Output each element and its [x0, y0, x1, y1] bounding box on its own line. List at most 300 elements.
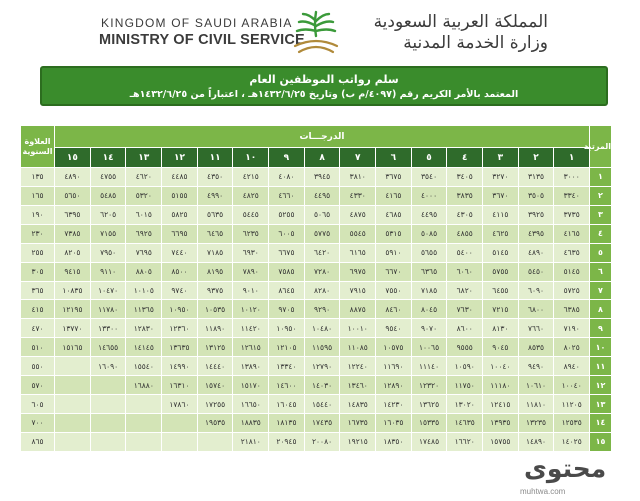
- salary-cell: ٩٤١٥: [55, 262, 91, 281]
- salary-cell: ٣٣٤٠: [554, 186, 590, 205]
- salary-cell: [126, 413, 162, 432]
- salary-cell: ٥٤٠٠: [447, 243, 483, 262]
- salary-cell: ١٤٦٠٠: [269, 376, 305, 395]
- rank-cell: ١٥: [590, 432, 612, 451]
- watermark-text: محتوى: [524, 454, 607, 483]
- salary-cell: ٤٦٢٥: [483, 224, 519, 243]
- salary-cell: ٦٩٢٥: [126, 224, 162, 243]
- salary-cell: ٤٤٩٥: [411, 205, 447, 224]
- salary-cell: ١٠٩٥٠: [269, 319, 305, 338]
- rank-cell: ٤: [590, 224, 612, 243]
- salary-cell: ٧٦٦٠: [518, 319, 554, 338]
- salary-table-body: [21, 168, 612, 452]
- salary-cell: ٩٢٩٠: [304, 300, 340, 319]
- table-row: [21, 224, 612, 243]
- salary-cell: ١٨٣٥٠: [376, 432, 412, 451]
- salary-cell: ١٠٤٨٠: [304, 319, 340, 338]
- salary-cell: ١٢٨٩٠: [376, 376, 412, 395]
- salary-cell: ٦٤٢٠: [304, 243, 340, 262]
- salary-cell: ٦٣٦٥: [411, 262, 447, 281]
- salary-cell: ٣٩٢٥: [518, 205, 554, 224]
- salary-cell: ٤٨٩٠: [518, 243, 554, 262]
- rank-cell: ٣: [590, 205, 612, 224]
- salary-cell: ١١٢٠٥: [554, 395, 590, 414]
- salary-cell: ٢١٨١٠: [233, 432, 269, 451]
- salary-cell: ٦٨٢٠: [447, 281, 483, 300]
- grade-header-cell: ٦: [376, 148, 412, 168]
- salary-cell: ٧١٨٥: [411, 281, 447, 300]
- salary-cell: ٥٤٨٥: [90, 186, 126, 205]
- salary-cell: ٦٣٨٥: [554, 300, 590, 319]
- salary-cell: ١٠٥٣٥: [197, 300, 233, 319]
- allowance-cell: ٨٦٥: [21, 432, 55, 451]
- salary-cell: ١٦٧٣٥: [340, 413, 376, 432]
- salary-cell: ٤٣٥٠: [197, 168, 233, 187]
- grade-header-cell: ٥: [411, 148, 447, 168]
- salary-cell: ٨٨٧٥: [340, 300, 376, 319]
- salary-cell: ١٩٥٣٥: [197, 413, 233, 432]
- allowance-cell: ٥٥٠: [21, 357, 55, 376]
- grade-header-cell: ١٢: [162, 148, 198, 168]
- salary-cell: ١٠٩٥٠: [162, 300, 198, 319]
- grade-header-cell: ٢: [518, 148, 554, 168]
- salary-cell: [197, 432, 233, 451]
- salary-cell: ٤٨٩٠: [55, 168, 91, 187]
- salary-cell: ٤١١٥: [483, 205, 519, 224]
- salary-cell: ١٢١٠٥: [269, 338, 305, 357]
- table-row: [21, 357, 612, 376]
- salary-cell: ٩٥٥٥: [447, 338, 483, 357]
- salary-cell: ٨٥٠٠: [162, 262, 198, 281]
- salary-cell: ١٠٠٤٠: [483, 357, 519, 376]
- grades-header: الدرجـــات: [55, 126, 590, 148]
- salary-cell: [90, 413, 126, 432]
- table-row: [21, 395, 612, 414]
- salary-cell: ١٨١٣٥: [269, 413, 305, 432]
- salary-cell: ٥٧٢٥: [554, 281, 590, 300]
- salary-cell: ١٠١٢٠: [233, 300, 269, 319]
- salary-cell: ٧١٨٥: [197, 243, 233, 262]
- salary-cell: ١٢٨٣٠: [126, 319, 162, 338]
- salary-cell: ٧٩٥٠: [90, 243, 126, 262]
- salary-cell: ١٦٣١٠: [162, 376, 198, 395]
- salary-cell: ٤٣٩٥: [518, 224, 554, 243]
- salary-cell: ١٧٢٥٥: [197, 395, 233, 414]
- salary-cell: ١٣٨٩٠: [233, 357, 269, 376]
- salary-cell: ٥٥٤٥: [340, 224, 376, 243]
- salary-cell: ٦٦٧٥: [269, 243, 305, 262]
- salary-cell: ٦٤٦٥: [197, 224, 233, 243]
- ministry-logo-icon: [281, 6, 351, 58]
- salary-cell: ١٠٠٦٥: [411, 338, 447, 357]
- salary-cell: ١٠٦١٠: [518, 376, 554, 395]
- salary-cell: ٩٤٩٠: [518, 357, 554, 376]
- allowance-header: العلاوة السنوية: [21, 126, 55, 168]
- salary-cell: ١٤٠٢٥: [554, 432, 590, 451]
- salary-cell: ٨٠٤٥: [411, 300, 447, 319]
- salary-cell: ٥٧٥٥: [483, 262, 519, 281]
- salary-cell: ١١٧٨٠: [90, 300, 126, 319]
- table-row: [21, 413, 612, 432]
- grade-header-cell: ١١: [197, 148, 233, 168]
- salary-cell: ١٧٨٦٠: [162, 395, 198, 414]
- salary-cell: ١٢٣٦٠: [162, 319, 198, 338]
- salary-cell: ١٠٨٣٥: [55, 281, 91, 300]
- salary-cell: ١٩٢١٥: [340, 432, 376, 451]
- grade-header-cell: ١٠: [233, 148, 269, 168]
- salary-cell: ٩٧٠٥: [269, 300, 305, 319]
- salary-cell: ٧٦٩٥: [126, 243, 162, 262]
- salary-cell: ٤٧٥٥: [90, 168, 126, 187]
- table-row: [21, 281, 612, 300]
- salary-cell: ٤٩٩٠: [197, 186, 233, 205]
- salary-cell: ١٠٤٧٠: [90, 281, 126, 300]
- salary-cell: ١٢٥٣٥: [554, 413, 590, 432]
- salary-cell: ٥٢٥٥: [269, 205, 305, 224]
- grade-numbers-row: [21, 148, 612, 168]
- salary-cell: ٤٣٣٠: [340, 186, 376, 205]
- salary-cell: ٤٨٧٥: [340, 205, 376, 224]
- allowance-cell: ٧٠٠: [21, 413, 55, 432]
- salary-cell: ١٣٠٢٠: [447, 395, 483, 414]
- salary-cell: ١٥٧٥٥: [483, 432, 519, 451]
- table-row: [21, 168, 612, 187]
- salary-cell: ١٤٤٤٠: [197, 357, 233, 376]
- salary-cell: ٥٦٥٠: [55, 186, 91, 205]
- salary-cell: ١١١٤٠: [411, 357, 447, 376]
- salary-cell: ٨٢٠٥: [55, 243, 91, 262]
- salary-cell: ٢٠٠٨٠: [304, 432, 340, 451]
- salary-cell: ٧٤٤٠: [162, 243, 198, 262]
- allowance-cell: ٢٥٥: [21, 243, 55, 262]
- salary-cell: ٩٧٤٠: [162, 281, 198, 300]
- salary-cell: ٩٥٤٠: [376, 319, 412, 338]
- ministry-name-en: MINISTRY OF CIVIL SERVICE: [99, 32, 305, 48]
- salary-cell: ١٠٠٤٠: [554, 376, 590, 395]
- salary-cell: ١٤٦٣٥: [447, 413, 483, 432]
- allowance-cell: ١٣٥: [21, 168, 55, 187]
- allowance-cell: ٦٠٥: [21, 395, 55, 414]
- salary-cell: ١٦٠٣٥: [376, 413, 412, 432]
- salary-cell: ١٤٩٩٠: [162, 357, 198, 376]
- grade-header-cell: ٤: [447, 148, 483, 168]
- title-banner: [40, 66, 608, 106]
- salary-cell: ٣٠٠٠: [554, 168, 590, 187]
- allowance-cell: ٥١٠: [21, 338, 55, 357]
- salary-cell: ٥٣١٥: [376, 224, 412, 243]
- salary-cell: ٣٦٧٠: [483, 186, 519, 205]
- salary-cell: ٤٣٠٥: [447, 205, 483, 224]
- salary-cell: ٣٥٤٠: [411, 168, 447, 187]
- salary-cell: ١٤١٤٥: [126, 338, 162, 357]
- salary-cell: ١٠٠١٠: [340, 319, 376, 338]
- salary-cell: ١١٤٢٠: [233, 319, 269, 338]
- salary-table: [20, 125, 612, 452]
- salary-cell: ٧٥٥٠: [376, 281, 412, 300]
- salary-cell: ٨١٩٥: [197, 262, 233, 281]
- salary-cell: ٤٨٢٥: [233, 186, 269, 205]
- salary-cell: ٧٩١٥: [340, 281, 376, 300]
- salary-cell: ١٠٥٩٠: [447, 357, 483, 376]
- salary-cell: ٩٣٧٥: [197, 281, 233, 300]
- salary-cell: ٨١٣٠: [483, 319, 519, 338]
- rank-cell: ١٢: [590, 376, 612, 395]
- salary-cell: ١٣٣٠٠: [90, 319, 126, 338]
- salary-cell: ٨٦٤٥: [269, 281, 305, 300]
- salary-cell: ٧٢٨٠: [304, 262, 340, 281]
- salary-cell: ٤٠٠٠: [411, 186, 447, 205]
- salary-cell: ٤٤٩٥: [304, 186, 340, 205]
- salary-cell: ٨٢٨٠: [304, 281, 340, 300]
- salary-cell: [90, 395, 126, 414]
- salary-cell: ٦٩٧٥: [340, 262, 376, 281]
- salary-cell: ١٣٦٢٥: [411, 395, 447, 414]
- salary-cell: ٤٦٦٠: [269, 186, 305, 205]
- salary-cell: ٣٥٠٥: [518, 186, 554, 205]
- grade-header-cell: ١: [554, 148, 590, 168]
- salary-cell: ٥٩١٠: [376, 243, 412, 262]
- salary-cell: ١٨٨٣٥: [233, 413, 269, 432]
- salary-cell: ٢٠٩٤٥: [269, 432, 305, 451]
- table-row: [21, 432, 612, 451]
- salary-cell: ٧٨٩٠: [233, 262, 269, 281]
- salary-cell: ١٢٣٢٠: [411, 376, 447, 395]
- salary-cell: ٩١١٠: [90, 262, 126, 281]
- allowance-cell: ١٩٠: [21, 205, 55, 224]
- table-row: [21, 319, 612, 338]
- rank-cell: ٧: [590, 281, 612, 300]
- salary-cell: ١٧٤٣٥: [304, 413, 340, 432]
- salary-cell: ٥١٤٥: [554, 262, 590, 281]
- salary-cell: ٩٠١٠: [233, 281, 269, 300]
- grade-header-cell: ١٥: [55, 148, 91, 168]
- salary-cell: ٧٥٨٥: [269, 262, 305, 281]
- salary-cell: [162, 413, 198, 432]
- salary-cell: ١٥٤٤٠: [304, 395, 340, 414]
- rank-cell: ٩: [590, 319, 612, 338]
- salary-cell: ٥٧٧٥: [304, 224, 340, 243]
- salary-cell: ٤٠٨٠: [269, 168, 305, 187]
- rank-cell: ٢: [590, 186, 612, 205]
- salary-cell: [90, 376, 126, 395]
- salary-cell: ٥٦٣٥: [197, 205, 233, 224]
- salary-cell: ٨٤٦٠: [376, 300, 412, 319]
- salary-cell: ٥١٥٥: [162, 186, 198, 205]
- salary-cell: ١٢٢٤٠: [340, 357, 376, 376]
- salary-cell: ٤٦٣٥: [554, 243, 590, 262]
- salary-cell: ٧١٩٠: [554, 319, 590, 338]
- salary-cell: ١٢٧٩٠: [304, 357, 340, 376]
- salary-cell: ٤١٦٥: [554, 224, 590, 243]
- rank-cell: ١٠: [590, 338, 612, 357]
- salary-cell: ١٧٤٨٥: [411, 432, 447, 451]
- salary-cell: ١٣٤٦٠: [340, 376, 376, 395]
- salary-cell: ٥٠٨٥: [411, 224, 447, 243]
- salary-cell: ١٠١٠٥: [126, 281, 162, 300]
- grade-header-cell: ١٣: [126, 148, 162, 168]
- salary-cell: ١٦٠٩٠: [90, 357, 126, 376]
- salary-cell: [55, 376, 91, 395]
- salary-cell: ٥١٤٥: [483, 243, 519, 262]
- salary-cell: ١٠٥٧٥: [376, 338, 412, 357]
- salary-cell: ١٣٣٤٠: [269, 357, 305, 376]
- salary-cell: ٥٦٥٥: [411, 243, 447, 262]
- salary-cell: ١١٧٥٠: [447, 376, 483, 395]
- salary-cell: ٨٦٠٠: [447, 319, 483, 338]
- rank-cell: ١٣: [590, 395, 612, 414]
- salary-cell: ١١٣٦٥: [126, 300, 162, 319]
- rank-cell: ١: [590, 168, 612, 187]
- kingdom-name-en: KINGDOM OF SAUDI ARABIA: [101, 16, 293, 30]
- salary-cell: ١٥٥٤٠: [126, 357, 162, 376]
- salary-cell: ١٦٨٨٠: [126, 376, 162, 395]
- salary-cell: ٦٢٣٥: [233, 224, 269, 243]
- salary-cell: ٥٨٢٥: [162, 205, 198, 224]
- salary-cell: ٣٧٣٥: [554, 205, 590, 224]
- rank-cell: ١٤: [590, 413, 612, 432]
- salary-cell: ٥٣٢٠: [126, 186, 162, 205]
- salary-cell: ١١٠٨٥: [340, 338, 376, 357]
- salary-cell: ١٢٤١٥: [483, 395, 519, 414]
- watermark-url: muhtwa.com: [520, 487, 566, 496]
- salary-cell: ٤٢١٥: [233, 168, 269, 187]
- watermark: [516, 452, 640, 501]
- salary-cell: ٦٨٠٠: [518, 300, 554, 319]
- salary-cell: ١١٨١٠: [518, 395, 554, 414]
- salary-cell: ٤٦٨٥: [376, 205, 412, 224]
- allowance-cell: ٢٣٠: [21, 224, 55, 243]
- grade-header-cell: ١٤: [90, 148, 126, 168]
- salary-cell: ٥٤٤٥: [233, 205, 269, 224]
- salary-cell: ٦٣٩٥: [55, 205, 91, 224]
- salary-cell: ١٢٦١٥: [233, 338, 269, 357]
- grade-header-cell: ٣: [483, 148, 519, 168]
- rank-cell: ٨: [590, 300, 612, 319]
- salary-cell: ١٣٦٣٥: [162, 338, 198, 357]
- salary-cell: ١٣٩٣٥: [483, 413, 519, 432]
- rank-cell: ١١: [590, 357, 612, 376]
- salary-cell: ١٥١٧٠: [233, 376, 269, 395]
- allowance-cell: ٥٧٠: [21, 376, 55, 395]
- salary-cell: ٨٠٢٥: [554, 338, 590, 357]
- salary-cell: ١١٦٩٠: [376, 357, 412, 376]
- table-row: [21, 300, 612, 319]
- salary-cell: ٣٦٧٥: [376, 168, 412, 187]
- salary-cell: ٣٩٤٥: [304, 168, 340, 187]
- salary-cell: [55, 357, 91, 376]
- salary-cell: [126, 432, 162, 451]
- salary-cell: ١٣٧٧٠: [55, 319, 91, 338]
- salary-cell: [162, 432, 198, 451]
- rank-cell: ٦: [590, 262, 612, 281]
- table-row: [21, 376, 612, 395]
- salary-cell: [55, 395, 91, 414]
- allowance-cell: ٣٦٥: [21, 281, 55, 300]
- table-row: [21, 243, 612, 262]
- grade-header-cell: ٧: [340, 148, 376, 168]
- allowance-cell: ٣٠٥: [21, 262, 55, 281]
- rank-header: المرتبة: [590, 126, 612, 168]
- salary-cell: ١٤٦٥٥: [90, 338, 126, 357]
- salary-cell: ١٥٧٤٠: [197, 376, 233, 395]
- salary-cell: ٤٤٨٥: [162, 168, 198, 187]
- salary-cell: ٧١٥٥: [90, 224, 126, 243]
- salary-cell: ٦٠٠٥: [269, 224, 305, 243]
- rank-cell: ٥: [590, 243, 612, 262]
- salary-cell: ٤٨٥٥: [447, 224, 483, 243]
- salary-cell: ١٣١٢٥: [197, 338, 233, 357]
- salary-cell: [126, 395, 162, 414]
- salary-cell: ١٤٨٩٠: [518, 432, 554, 451]
- salary-table-container: [20, 125, 612, 452]
- salary-cell: ١١٨٩٠: [197, 319, 233, 338]
- salary-cell: ٣٨١٠: [340, 168, 376, 187]
- salary-cell: ٦٦٩٥: [162, 224, 198, 243]
- salary-cell: ١٦٦٥٠: [233, 395, 269, 414]
- salary-cell: ٦١٦٥: [340, 243, 376, 262]
- salary-cell: ١٦٠٤٥: [269, 395, 305, 414]
- salary-cell: ٥٤٥٠: [518, 262, 554, 281]
- allowance-cell: ٤٧٠: [21, 319, 55, 338]
- salary-cell: ١٤٠٣٠: [304, 376, 340, 395]
- salary-cell: ١٥٣٣٥: [411, 413, 447, 432]
- salary-cell: ١٣٢٣٥: [518, 413, 554, 432]
- table-row: [21, 338, 612, 357]
- salary-cell: ١٤٢٣٠: [376, 395, 412, 414]
- grade-header-cell: ٨: [304, 148, 340, 168]
- salary-cell: [90, 432, 126, 451]
- page-header: [0, 0, 640, 62]
- salary-cell: ١٢١٩٥: [55, 300, 91, 319]
- salary-cell: ٩٠٧٠: [411, 319, 447, 338]
- salary-cell: ٨٨٠٥: [126, 262, 162, 281]
- allowance-cell: ١٦٥: [21, 186, 55, 205]
- salary-cell: ٨٥٣٥: [518, 338, 554, 357]
- salary-cell: ٦٠١٥: [126, 205, 162, 224]
- salary-cell: ٦٦٧٠: [376, 262, 412, 281]
- kingdom-name-ar: المملكة العربية السعودية: [373, 12, 548, 32]
- salary-cell: ٤٦٢٠: [126, 168, 162, 187]
- salary-cell: ٧٦٣٠: [447, 300, 483, 319]
- table-row: [21, 262, 612, 281]
- salary-cell: [55, 432, 91, 451]
- salary-cell: ٣٢٧٠: [483, 168, 519, 187]
- salary-cell: ٤١٦٥: [376, 186, 412, 205]
- banner-title: سلم رواتب الموظفين العام: [249, 73, 399, 86]
- salary-cell: ١١٥٩٥: [304, 338, 340, 357]
- salary-cell: ١٦٦٢٠: [447, 432, 483, 451]
- salary-cell: ٦٢٠٥: [90, 205, 126, 224]
- table-row: [21, 205, 612, 224]
- salary-cell: ٩٠٤٥: [483, 338, 519, 357]
- salary-cell: [55, 413, 91, 432]
- salary-cell: ٣١٣٥: [518, 168, 554, 187]
- salary-cell: ٦٠٦٠: [447, 262, 483, 281]
- salary-cell: ٦٠٩٠: [518, 281, 554, 300]
- salary-cell: ٧٢١٥: [483, 300, 519, 319]
- salary-cell: ٣٤٠٥: [447, 168, 483, 187]
- salary-cell: ١١١٨٠: [483, 376, 519, 395]
- salary-cell: ٥٠٦٥: [304, 205, 340, 224]
- salary-cell: ٦٤٥٥: [483, 281, 519, 300]
- salary-cell: ٦٩٣٠: [233, 243, 269, 262]
- allowance-cell: ٤١٥: [21, 300, 55, 319]
- salary-cell: ٣٨٣٥: [447, 186, 483, 205]
- salary-cell: ١٤٨٣٥: [340, 395, 376, 414]
- salary-cell: ٨٩٤٠: [554, 357, 590, 376]
- table-row: [21, 186, 612, 205]
- ministry-name-ar: وزارة الخدمة المدنية: [403, 33, 548, 53]
